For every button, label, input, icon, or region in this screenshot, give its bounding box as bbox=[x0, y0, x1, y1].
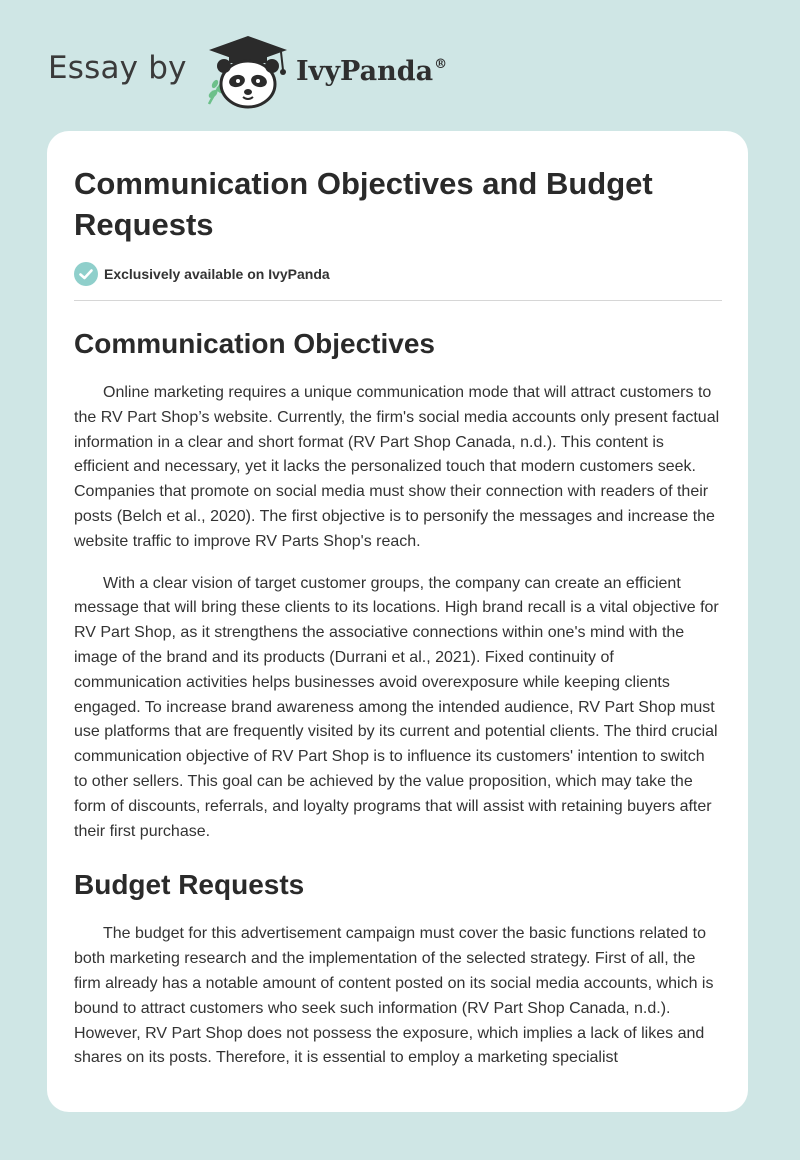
page-title: Communication Objectives and Budget Requests bbox=[74, 166, 653, 242]
section-communication-objectives bbox=[74, 327, 722, 844]
exclusive-badge bbox=[74, 261, 722, 287]
article-content bbox=[74, 163, 722, 1071]
article-card bbox=[47, 131, 748, 1112]
title-divider bbox=[74, 300, 722, 301]
check-circle-icon bbox=[74, 262, 98, 286]
brand-prefix: Essay by bbox=[48, 50, 187, 86]
section-heading: Communication Objectives bbox=[74, 328, 435, 359]
paragraph: With a clear vision of target customer groups, the company can create an efficient message that will bring these clients to its locations. High brand recall is a vital objective for RV Part Shop, as it strengthens the associative connections within one's mind with the image of the brand and its products (Durrani et al., 2021). Fixed continuity of communication activities helps businesses avoid overexposure while keeping clients engaged. To increase brand awareness among the intended audience, RV Part Shop must use platforms that are frequently visited by its current and potential clients. The third crucial communication objective of RV Part Shop is to influence its customers' intention to switch to other sellers. This goal can be achieved by the value proposition, which may take the form of discounts, referrals, and loyalty programs that will assist with retaining buyers after their first purchase. bbox=[74, 574, 719, 840]
section-budget-requests bbox=[74, 868, 722, 1071]
site-header bbox=[48, 30, 508, 110]
brand-name-text: IvyPanda bbox=[296, 56, 434, 87]
paragraph: Online marketing requires a unique communication mode that will attract customers to the RV Part Shop’s website. Currently, the firm's social media accounts only present factual information in a clear and short format (RV Part Shop Canada, n.d.). This content is efficient and necessary, yet it lacks the personalized touch that modern customers seek. Companies that promote on social media must show their connection with readers of their posts (Belch et al., 2020). The first objective is to personify the messages and increase the website traffic to improve RV Parts Shop's reach. bbox=[74, 384, 720, 550]
section-heading: Budget Requests bbox=[74, 869, 305, 901]
paragraph: The budget for this advertisement campaign must cover the basic functions related to both marketing research and the implementation of the selected strategy. First of all, the firm already has a notable amount of content posted on its social media accounts, which is bound to attract customers who seek such information (RV Part Shop Canada, n.d.). However, RV Part Shop does not possess the exposure, which implies a lack of likes and shares on its posts. Therefore, it is essential to employ a marketing specialist bbox=[74, 925, 714, 1067]
registered-mark: ® bbox=[434, 57, 448, 72]
brand-name[interactable] bbox=[296, 56, 447, 87]
panda-graduate-icon[interactable] bbox=[203, 34, 293, 110]
badge-text: Exclusively available on IvyPanda bbox=[104, 266, 330, 282]
